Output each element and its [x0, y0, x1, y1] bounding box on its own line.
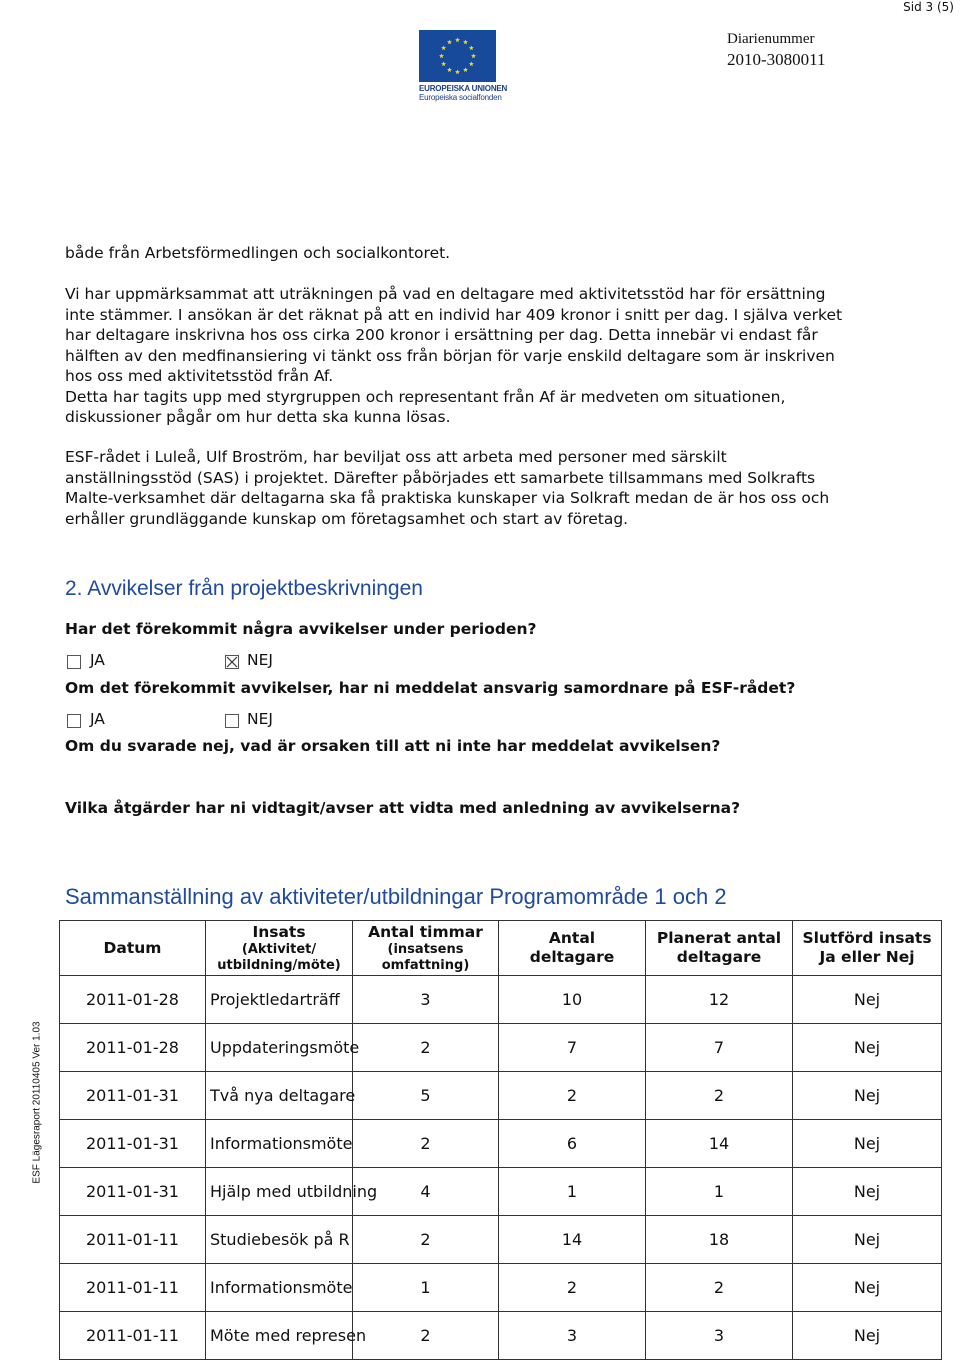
paragraph-line: Malte-verksamhet där deltagarna ska få praktiska kunskaper via Solkraft medan de är hos oss och [65, 489, 830, 507]
cell-antal: 7 [499, 1024, 646, 1072]
cell-planerat: 14 [646, 1120, 793, 1168]
eu-star [441, 61, 446, 66]
cell-timmar: 5 [353, 1072, 499, 1120]
logo-line2: Europeiska socialfonden [419, 93, 502, 102]
page-number: Sid 3 (5) [903, 0, 954, 14]
paragraph-line: hälften av den medfinansiering vi tänkt oss från början för varje enskild deltagare som är inskriven [65, 346, 835, 365]
cell-insats: Två nya deltagare [206, 1072, 353, 1120]
q1-nej-checkbox[interactable] [225, 655, 239, 669]
paragraph-line: diskussioner pågår om hur detta ska kunna lösas. [65, 408, 451, 426]
cell-planerat: 2 [646, 1264, 793, 1312]
cell-slutford: Nej [793, 1216, 942, 1264]
cell-slutford: Nej [793, 1264, 942, 1312]
cell-antal: 1 [499, 1168, 646, 1216]
diarienummer-label: Diarienummer [727, 31, 815, 47]
cell-antal: 6 [499, 1120, 646, 1168]
cell-slutford: Nej [793, 1120, 942, 1168]
cell-slutford: Nej [793, 1024, 942, 1072]
diarienummer-value: 2010-3080011 [727, 50, 826, 69]
cell-datum: 2011-01-31 [60, 1168, 206, 1216]
cell-timmar: 1 [353, 1264, 499, 1312]
cell-planerat: 1 [646, 1168, 793, 1216]
paragraph-line: Vi har uppmärksammat att uträkningen på vad en deltagare med aktivitetsstöd har för ersättning [65, 285, 826, 303]
q1-nej-label: NEJ [247, 651, 273, 669]
cell-antal: 2 [499, 1264, 646, 1312]
eu-star [463, 67, 468, 72]
table-row [60, 1312, 942, 1360]
logo-line1: EUROPEISKA UNIONEN [419, 84, 508, 93]
cell-planerat: 18 [646, 1216, 793, 1264]
cell-datum: 2011-01-31 [60, 1072, 206, 1120]
table-row [60, 1216, 942, 1264]
table-row [60, 976, 942, 1024]
cell-antal: 2 [499, 1072, 646, 1120]
cell-slutford: Nej [793, 1072, 942, 1120]
paragraph-line: har deltagare inskrivna hos oss cirka 200 kronor i ersättning per dag. Detta innebär vi endast får [65, 326, 818, 344]
cell-datum: 2011-01-11 [60, 1264, 206, 1312]
eu-star [441, 45, 446, 50]
cell-datum: 2011-01-28 [60, 976, 206, 1024]
cell-datum: 2011-01-11 [60, 1312, 206, 1360]
cell-timmar: 2 [353, 1120, 499, 1168]
table-row [60, 1120, 942, 1168]
paragraph-line: erhåller grundläggande kunskap om företagsamhet och start av företag. [65, 509, 629, 528]
cell-datum: 2011-01-31 [60, 1120, 206, 1168]
cell-insats: Projektledarträff [206, 976, 353, 1024]
eu-star [455, 69, 460, 74]
cell-timmar: 2 [353, 1312, 499, 1360]
cell-insats: Uppdateringsmöte [206, 1024, 353, 1072]
eu-star [463, 40, 468, 45]
cell-timmar: 2 [353, 1024, 499, 1072]
paragraph-3 [65, 447, 945, 529]
question-meddelat: Om det förekommit avvikelser, har ni meddelat ansvarig samordnare på ESF-rådet? [65, 679, 796, 697]
cell-timmar: 4 [353, 1168, 499, 1216]
cell-slutford: Nej [793, 1312, 942, 1360]
eu-star [469, 45, 474, 50]
eu-stars-icon [419, 30, 496, 82]
table-row [60, 1168, 942, 1216]
cell-planerat: 3 [646, 1312, 793, 1360]
q1-ja-checkbox[interactable] [67, 655, 81, 669]
header-insats: Insats (Aktivitet/ utbildning/möte) [206, 921, 353, 976]
table-header-row [60, 921, 942, 976]
cell-timmar: 2 [353, 1216, 499, 1264]
table-row [60, 1072, 942, 1120]
eu-star [439, 53, 444, 58]
cell-antal: 10 [499, 976, 646, 1024]
summary-title: Sammanställning av aktiviteter/utbildningar Programområde 1 och 2 [65, 884, 727, 909]
header-timmar: Antal timmar (insatsens omfattning) [353, 921, 499, 976]
cell-insats: Hjälp med utbildning [206, 1168, 353, 1216]
cell-antal: 14 [499, 1216, 646, 1264]
header-slutford: Slutförd insats Ja eller Nej [793, 921, 942, 976]
eu-star [447, 67, 452, 72]
paragraph-line: anställningsstöd (SAS) i projektet. Därefter påbörjades ett samarbete tillsammans med Solkrafts [65, 468, 816, 487]
table-row [60, 1024, 942, 1072]
cell-slutford: Nej [793, 976, 942, 1024]
q1-ja-label: JA [90, 651, 105, 669]
summary-table [59, 920, 942, 1360]
question-atgarder: Vilka åtgärder har ni vidtagit/avser att vidta med anledning av avvikelserna? [65, 799, 741, 817]
q2-ja-label: JA [90, 710, 105, 728]
table-row [60, 1264, 942, 1312]
cell-insats: Informationsmöte [206, 1120, 353, 1168]
cell-datum: 2011-01-11 [60, 1216, 206, 1264]
header-antal: Antal deltagare [499, 921, 646, 976]
cell-slutford: Nej [793, 1168, 942, 1216]
eu-star [471, 53, 476, 58]
section-2-title: 2. Avvikelser från projektbeskrivningen [65, 577, 423, 600]
cell-datum: 2011-01-28 [60, 1024, 206, 1072]
header-datum: Datum [60, 921, 206, 976]
header-planerat: Planerat antal deltagare [646, 921, 793, 976]
question-avvikelser: Har det förekommit några avvikelser under perioden? [65, 620, 537, 638]
q2-nej-label: NEJ [247, 710, 273, 728]
cell-planerat: 7 [646, 1024, 793, 1072]
cell-planerat: 2 [646, 1072, 793, 1120]
eu-flag-logo [419, 30, 496, 82]
check-x-icon [226, 656, 238, 668]
cell-insats: Informationsmöte [206, 1264, 353, 1312]
eu-star [447, 40, 452, 45]
paragraph-line: både från Arbetsförmedlingen och socialkontoret. [65, 244, 451, 262]
q2-nej-checkbox[interactable] [225, 714, 239, 728]
cell-planerat: 12 [646, 976, 793, 1024]
cell-insats: Studiebesök på R [206, 1216, 353, 1264]
side-footer-text: ESF Lägesraport 20110405 Ver 1.03 [31, 1021, 43, 1184]
paragraph-line: ESF-rådet i Luleå, Ulf Broström, har beviljat oss att arbeta med personer med särskilt [65, 448, 727, 466]
paragraph-1 [65, 243, 945, 264]
eu-star [469, 61, 474, 66]
cell-antal: 3 [499, 1312, 646, 1360]
q2-ja-checkbox[interactable] [67, 714, 81, 728]
cell-timmar: 3 [353, 976, 499, 1024]
eu-star [455, 37, 460, 42]
question-orsak: Om du svarade nej, vad är orsaken till att ni inte har meddelat avvikelsen? [65, 737, 721, 755]
paragraph-line: inte stämmer. I ansökan är det räknat på att en individ har 409 kronor i snitt per dag. I själva verket [65, 305, 843, 324]
paragraph-2 [65, 284, 945, 428]
paragraph-line: hos oss med aktivitetsstöd från Af. [65, 367, 334, 385]
cell-insats: Möte med represen [206, 1312, 353, 1360]
paragraph-line: Detta har tagits upp med styrgruppen och representant från Af är medveten om situationen, [65, 387, 786, 406]
